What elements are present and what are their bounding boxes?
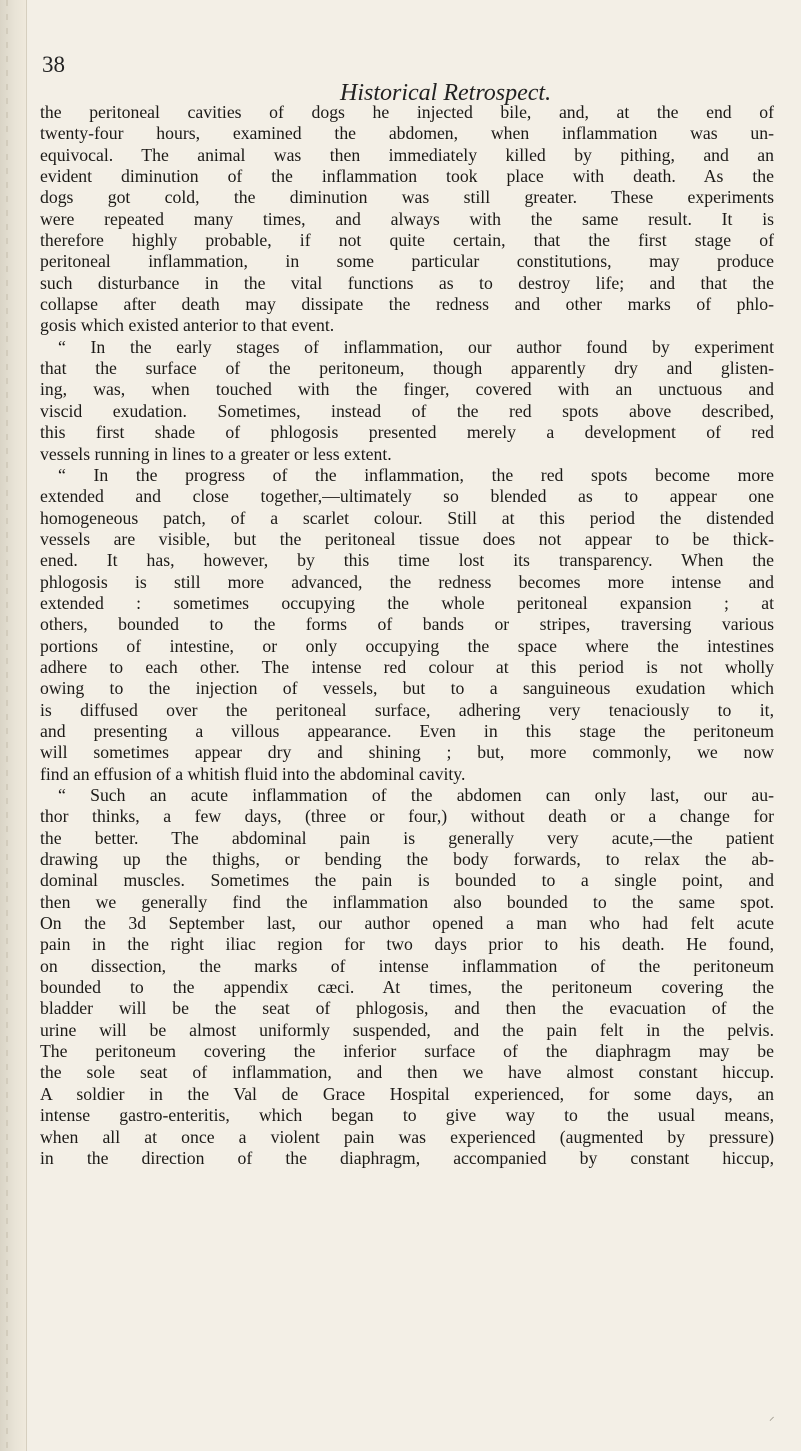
text-line: drawing up the thighs, or bending the body forwards, to relax the ab- <box>40 849 774 870</box>
text-line: equivocal. The animal was then immediately killed by pithing, and an <box>40 144 774 165</box>
text-line: find an effusion of a whitish fluid into the abdominal cavity. <box>40 763 466 784</box>
text-line: pain in the right iliac region for two days prior to his death. He found, <box>40 934 774 955</box>
text-line: dominal muscles. Sometimes the pain is bounded to a single point, and <box>40 870 774 891</box>
text-line: dogs got cold, the diminution was still greater. These experiments <box>40 187 774 208</box>
text-line: The peritoneum covering the inferior surface of the diaphragm may be <box>40 1041 774 1062</box>
text-line: this first shade of phlogosis presented merely a development of red <box>40 422 774 443</box>
text-line: ened. It has, however, by this time lost its transparency. When the <box>40 550 774 571</box>
text-line: the better. The abdominal pain is generally very acute,—the patient <box>40 827 774 848</box>
text-line: evident diminution of the inflammation took place with death. As the <box>40 166 774 187</box>
text-line: urine will be almost uniformly suspended, and the pain felt in the pelvis. <box>40 1019 774 1040</box>
text-line: twenty-four hours, examined the abdomen, when inflammation was un- <box>40 123 774 144</box>
text-line: extended and close together,—ultimately so blended as to appear one <box>40 486 774 507</box>
text-line: viscid exudation. Sometimes, instead of the red spots above described, <box>40 400 774 421</box>
text-line: bladder will be the seat of phlogosis, and then the evacuation of the <box>40 998 774 1019</box>
text-line: homogeneous patch, of a scarlet colour. Still at this period the distended <box>40 507 774 528</box>
text-line: vessels running in lines to a greater or less extent. <box>40 443 392 464</box>
text-line: thor thinks, a few days, (three or four,) without death or a change for <box>40 806 774 827</box>
text-line: therefore highly probable, if not quite certain, that the first stage of <box>40 230 774 251</box>
text-line: the peritoneal cavities of dogs he injected bile, and, at the end of <box>40 102 774 122</box>
text-line: on dissection, the marks of intense inflammation of the peritoneum <box>40 955 774 976</box>
text-line: and presenting a villous appearance. Even in this stage the peritoneum <box>40 720 774 741</box>
text-line: that the surface of the peritoneum, though apparently dry and glisten- <box>40 358 774 379</box>
text-line: then we generally find the inflammation also bounded to the same spot. <box>40 891 774 912</box>
text-line: extended : sometimes occupying the whole peritoneal expansion ; at <box>40 592 774 613</box>
text-line: the sole seat of inflammation, and then we have almost constant hiccup. <box>40 1062 774 1083</box>
text-line: is diffused over the peritoneal surface, adhering very tenaciously to it, <box>40 699 774 720</box>
text-line: others, bounded to the forms of bands or stripes, traversing various <box>40 614 774 635</box>
text-line: in the direction of the diaphragm, accompanied by constant hiccup, <box>40 1147 774 1168</box>
text-line: “ In the early stages of inflammation, our author found by experiment <box>58 336 774 357</box>
text-line: vessels are visible, but the peritoneal tissue does not appear to be thick- <box>40 528 774 549</box>
text-line: were repeated many times, and always with the same result. It is <box>40 208 774 229</box>
text-line: portions of intestine, or only occupying the space where the intestines <box>40 635 774 656</box>
text-line: gosis which existed anterior to that event. <box>40 315 335 336</box>
text-line: On the 3d September last, our author opened a man who had felt acute <box>40 913 774 934</box>
text-line: such disturbance in the vital functions as to destroy life; and that the <box>40 272 774 293</box>
text-line: bounded to the appendix cæci. At times, the peritoneum covering the <box>40 977 774 998</box>
text-line: will sometimes appear dry and shining ; but, more commonly, we now <box>40 742 774 763</box>
body-text <box>40 102 774 1169</box>
text-line: collapse after death may dissipate the redness and other marks of phlo- <box>40 294 774 315</box>
text-line: intense gastro-enteritis, which began to give way to the usual means, <box>40 1105 774 1126</box>
text-line: A soldier in the Val de Grace Hospital experienced, for some days, an <box>40 1083 774 1104</box>
text-line: phlogosis is still more advanced, the redness becomes more intense and <box>40 571 774 592</box>
text-line: owing to the injection of vessels, but to a sanguineous exudation which <box>40 678 774 699</box>
text-line: “ Such an acute inflammation of the abdomen can only last, our au- <box>58 785 774 805</box>
text-line: adhere to each other. The intense red colour at this period is not wholly <box>40 656 774 677</box>
running-title: Historical Retrospect. <box>340 80 552 106</box>
scan-speck-mark: ⸝ <box>769 1410 775 1423</box>
page-binding-edge <box>0 0 27 1451</box>
text-line: peritoneal inflammation, in some particular constitutions, may produce <box>40 251 774 272</box>
text-line: ing, was, when touched with the finger, covered with an unctuous and <box>40 379 774 400</box>
text-line: when all at once a violent pain was experienced (augmented by pressure) <box>40 1126 774 1147</box>
page-number: 38 <box>42 52 65 77</box>
text-line: “ In the progress of the inflammation, the red spots become more <box>58 464 774 485</box>
